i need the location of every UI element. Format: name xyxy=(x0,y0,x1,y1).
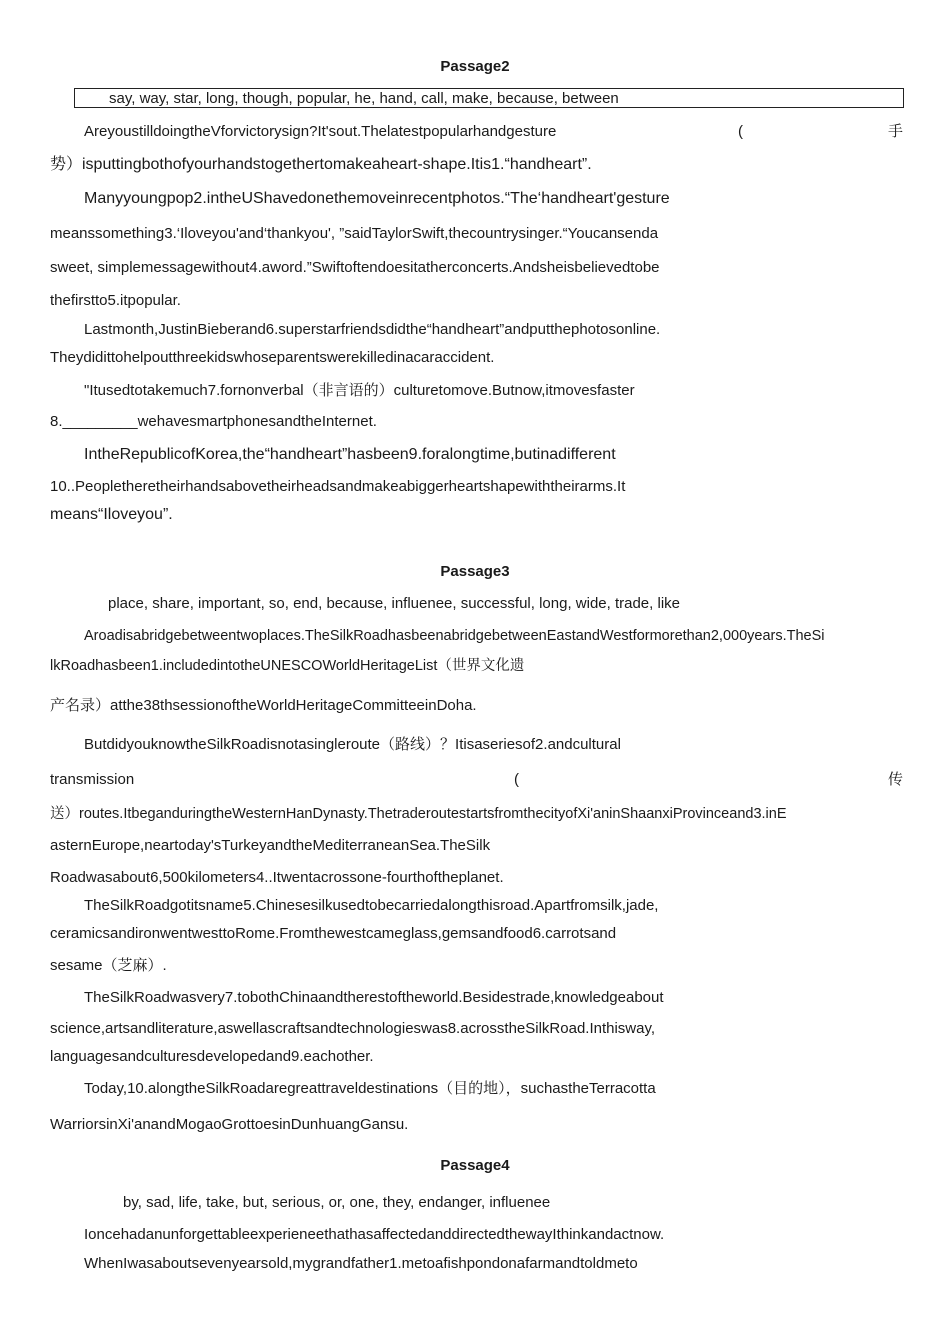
passage3-line: WarriorsinXi'anandMogaoGrottoesinDunhuangGansu. xyxy=(50,1116,409,1133)
passage4-line: WhenIwasaboutsevenyearsold,mygrandfather1.metoafishpondonafarmandtoldmeto xyxy=(84,1255,638,1272)
passage3-line: ( xyxy=(514,771,519,788)
passage2-line: AreyoustilldoingtheVforvictorysign?It'sout.Thelatestpopularhandgesture xyxy=(84,123,557,140)
passage3-line: languagesandculturesdevelopedand9.eachother. xyxy=(50,1048,374,1065)
passage2-line: meanssomething3.‘Iloveyou'and‘thankyou', ”saidTaylorSwift,thecountrysinger.“Youcansenda xyxy=(50,225,659,242)
passage3-line: 传 xyxy=(888,771,904,788)
passage2-line: "Itusedtotakemuch7.fornonverbal（非言语的）culturetomove.Butnow,itmovesfaster xyxy=(84,382,635,399)
passage2-line: 手 xyxy=(888,123,904,140)
passage3-title: Passage3 xyxy=(440,563,510,580)
passage2-line: 10..Peopletheretheirhandsabovetheirheadsandmakeabiggerheartshapewiththeirarms.It xyxy=(50,478,626,495)
passage2-line: ( xyxy=(738,123,743,140)
passage2-line: 势）isputtingbothofyourhandstogethertomakeaheart-shape.Itis1.“handheart”. xyxy=(50,156,592,173)
passage3-line: TheSilkRoadwasvery7.tobothChinaandtherestoftheworld.Besidestrade,knowledgeabout xyxy=(84,989,664,1006)
passage3-word-list: place, share, important, so, end, because, influenee, successful, long, wide, trade, like xyxy=(108,595,680,612)
passage2-line: thefirstto5.itpopular. xyxy=(50,292,181,309)
passage3-line: Roadwasabout6,500kilometers4..Itwentacrossone-fourthoftheplanet. xyxy=(50,869,504,886)
passage3-line: ButdidyouknowtheSilkRoadisnotasingleroute（路线）？Itisaseriesof2.andcultural xyxy=(84,736,621,753)
passage3-line: sesame（芝麻）. xyxy=(50,957,167,974)
passage4-word-list: by, sad, life, take, but, serious, or, one, they, endanger, influenee xyxy=(123,1194,551,1211)
passage2-word-box xyxy=(74,88,904,108)
passage3-line: science,artsandliterature,aswellascraftsandtechnologieswas8.acrosstheSilkRoad.Inthisway, xyxy=(50,1020,656,1037)
passage3-line: TheSilkRoadgotitsname5.Chinesesilkusedtobecarriedalongthisroad.Apartfromsilk,jade, xyxy=(84,897,659,914)
passage4-title: Passage4 xyxy=(440,1157,510,1174)
passage3-line: lkRoadhasbeen1.includedintotheUNESCOWorldHeritageList（世界文化遗 xyxy=(50,658,525,674)
passage2-line: means“Iloveyou”. xyxy=(50,506,173,523)
passage3-line: transmission xyxy=(50,771,135,788)
passage2-line: Manyyoungpop2.intheUShavedonethemoveinrecentphotos.“The‘handheart'gesture xyxy=(84,190,670,207)
passage2-line: Lastmonth,JustinBieberand6.superstarfriendsdidthe“handheart”andputthephotosonline. xyxy=(84,321,661,338)
passage3-line: 产名录）atthe38thsessionoftheWorldHeritageCommitteeinDoha. xyxy=(50,697,477,714)
passage2-title: Passage2 xyxy=(440,58,510,75)
passage3-line: asternEurope,neartoday'sTurkeyandtheMediterraneanSea.TheSilk xyxy=(50,837,491,854)
passage3-line: Today,10.alongtheSilkRoadaregreattraveldestinations（目的地），suchastheTerracotta xyxy=(84,1080,656,1097)
passage2-line: Theydidittohelpoutthreekidswhoseparentswerekilledinacaraccident. xyxy=(50,349,495,366)
passage2-word-list: say, way, star, long, though, popular, he, hand, call, make, because, between xyxy=(109,90,619,107)
passage3-line: 送）routes.ItbeganduringtheWesternHanDynasty.ThetraderoutestartsfromthecityofXi'aninShaanxiProvinceand3.inE xyxy=(50,806,787,822)
passage2-line: IntheRepublicofKorea,the“handheart”hasbeen9.foralongtime,butinadifferent xyxy=(84,446,616,463)
passage2-line: 8._________wehavesmartphonesandtheInternet. xyxy=(50,413,377,430)
passage2-line: sweet, simplemessagewithout4.aword.”Swiftoftendoesitatherconcerts.Andsheisbelievedtobe xyxy=(50,259,660,276)
passage4-line: IoncehadanunforgettableexperieneethathasaffectedanddirectedthewayIthinkandactnow. xyxy=(84,1226,665,1243)
passage3-line: ceramicsandironwentwesttoRome.Fromthewestcameglass,gemsandfood6.carrotsand xyxy=(50,925,617,942)
passage3-line: Aroadisabridgebetweentwoplaces.TheSilkRoadhasbeenabridgebetweenEastandWestformorethan2,000years.TheSi xyxy=(84,628,825,644)
